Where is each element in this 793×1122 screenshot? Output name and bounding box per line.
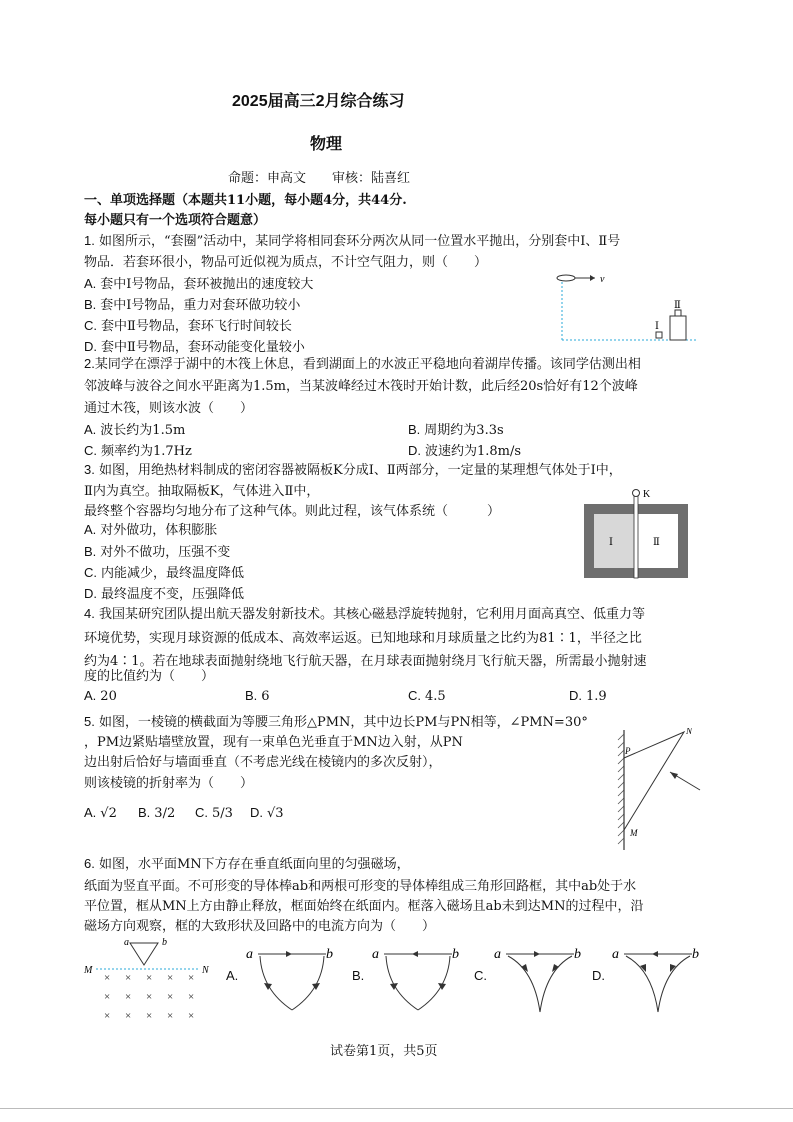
q5-line3: 边出射后恰好与墙面垂直（不考虑光线在棱镜内的多次反射）， <box>84 755 442 770</box>
field-x-icon: × <box>104 1010 111 1022</box>
q6-option-c-label[interactable]: C. <box>474 968 487 983</box>
option-text: 3/2 <box>154 806 176 821</box>
item-one-icon <box>656 332 662 338</box>
exam-title: 2025届高三2月综合练习 <box>232 93 405 110</box>
q3-number: 3. <box>84 462 95 477</box>
q6-line3: 平位置，框从MN上方由静止释放，框面始终在纸面内。框落入磁场且ab未到达MN的过程中，沿 <box>84 899 644 914</box>
q2-option-d[interactable] <box>408 440 521 459</box>
q1-number: 1. <box>84 233 95 248</box>
option-text: √3 <box>267 806 284 821</box>
b-label: b <box>162 937 167 948</box>
q1-option-b[interactable] <box>84 294 300 313</box>
option-text: 4.5 <box>425 689 446 704</box>
option-label: B. <box>84 544 97 559</box>
field-x-icon: × <box>167 991 174 1003</box>
q1-option-c[interactable] <box>84 315 292 334</box>
q4-option-c[interactable] <box>408 688 446 704</box>
option-label: D. <box>250 805 263 820</box>
option-text: 1.9 <box>586 689 607 704</box>
q3-option-c[interactable] <box>84 562 244 581</box>
q6-text-1: 如图，水平面MN下方存在垂直纸面向里的匀强磁场， <box>98 857 410 872</box>
q1-line2: 物品．若套环很小，物品可近似视为质点，不计空气阻力，则（ ） <box>84 255 488 270</box>
q2-option-b[interactable] <box>408 419 504 438</box>
option-text: 套中Ⅰ号物品，重力对套环做功较小 <box>100 298 301 313</box>
option-text: 套中Ⅱ号物品，套环飞行时间较长 <box>101 319 292 334</box>
option-text: 20 <box>100 689 117 704</box>
field-x-icon: × <box>125 972 132 984</box>
option-label: D. <box>84 339 97 354</box>
option-label: B. <box>138 805 151 820</box>
option-text: 内能减少，最终温度降低 <box>101 566 245 581</box>
a-label: a <box>494 947 501 962</box>
b-label: b <box>574 947 581 962</box>
q4-text-1: 我国某研究团队提出航天器发射新技术。其核心磁悬浮旋转抛射，它利用月面高真空、低重力等 <box>98 607 645 622</box>
q6-option-d[interactable] <box>608 940 708 1020</box>
option-label: A. <box>84 522 97 537</box>
q2-option-c[interactable] <box>84 440 192 459</box>
q6-line1 <box>84 853 410 872</box>
option-label: D. <box>84 586 97 601</box>
q4-line4: 度的比值约为（ ） <box>84 669 215 684</box>
q5-line2: ，PM边紧贴墙壁放置，现有一束单色光垂直于MN边入射，从PN <box>84 735 463 750</box>
a-label: a <box>372 947 379 962</box>
option-label: B. <box>408 422 421 437</box>
item-two-label: Ⅱ <box>674 300 681 311</box>
q3-option-d[interactable] <box>84 583 244 602</box>
q5-option-b[interactable] <box>138 805 175 821</box>
q6-figure <box>82 935 218 1030</box>
p-label: P <box>625 746 631 756</box>
q5-option-a[interactable] <box>84 805 117 821</box>
m-label: M <box>84 965 93 976</box>
page-divider <box>0 1108 793 1109</box>
option-text: 周期约为3.3s <box>424 423 504 438</box>
field-x-icon: × <box>188 991 195 1003</box>
field-x-icon: × <box>104 972 111 984</box>
q5-line1 <box>84 711 588 730</box>
ring-icon <box>557 275 575 281</box>
option-text: 波长约为1.5m <box>100 423 186 438</box>
velocity-label: v <box>600 274 605 285</box>
n-label: N <box>202 965 209 976</box>
q6-option-d-label[interactable]: D. <box>592 968 605 983</box>
option-label: A. <box>84 805 97 820</box>
option-text: 频率约为1.7Hz <box>101 444 192 459</box>
a-label: a <box>246 947 253 962</box>
box-icon <box>670 316 686 340</box>
field-x-icon: × <box>125 1010 132 1022</box>
a-label: a <box>612 947 619 962</box>
b-label: b <box>326 947 333 962</box>
k-label: K <box>643 489 651 500</box>
option-label: D. <box>569 688 582 703</box>
q4-option-b[interactable] <box>245 688 270 704</box>
section-note: 每小题只有一个选项符合题意） <box>84 213 267 228</box>
field-x-icon: × <box>146 1010 153 1022</box>
option-text: 套中Ⅱ号物品，套环动能变化量较小 <box>101 340 305 355</box>
option-text: √2 <box>100 806 117 821</box>
q4-line3: 约为4∶1。若在地球表面抛射绕地飞行航天器，在月球表面抛射绕月飞行航天器，所需最小抛射速 <box>84 654 647 669</box>
q3-option-b[interactable] <box>84 541 230 560</box>
option-label: B. <box>245 688 258 703</box>
q6-line2: 纸面为竖直平面。不可形变的导体棒ab和两根可形变的导体棒组成三角形回路框，其中ab处于水 <box>84 879 637 894</box>
field-x-icon: × <box>146 972 153 984</box>
option-text: 对外不做功，压强不变 <box>100 545 231 560</box>
option-label: C. <box>84 443 97 458</box>
q6-option-b-label[interactable]: B. <box>352 968 365 983</box>
q4-line2: 环境优势，实现月球资源的低成本、高效率运返。已知地球和月球质量之比约为81∶1，半径之比 <box>84 631 642 646</box>
partition-k <box>634 496 638 578</box>
field-x-icon: × <box>146 991 153 1003</box>
field-x-icon: × <box>188 972 195 984</box>
page-footer: 试卷第1页，共5页 <box>330 1044 438 1059</box>
q4-option-d[interactable] <box>569 688 607 704</box>
q6-option-c[interactable] <box>490 940 590 1020</box>
option-label: C. <box>84 565 97 580</box>
q6-line4: 磁场方向观察，框的大致形状及回路中的电流方向为（ ） <box>84 919 436 934</box>
q3-line1 <box>84 459 622 478</box>
field-x-icon: × <box>167 1010 174 1022</box>
q5-line4: 则该棱镜的折射率为（ ） <box>84 776 254 791</box>
m-label: M <box>630 828 638 838</box>
q3-figure <box>580 486 692 582</box>
n-label: N <box>686 728 693 736</box>
q5-option-c[interactable] <box>195 805 233 821</box>
option-label: C. <box>84 318 97 333</box>
q2-line1 <box>84 353 641 372</box>
option-label: A. <box>84 276 97 291</box>
q3-line2: Ⅱ内为真空。抽取隔板K，气体进入Ⅱ中， <box>84 484 320 499</box>
q6-option-a[interactable] <box>242 940 342 1020</box>
option-label: D. <box>408 443 421 458</box>
field-x-icon: × <box>167 972 174 984</box>
q3-line3: 最终整个容器均匀地分布了这种气体。则此过程，该气体系统（ ） <box>84 504 501 519</box>
b-label: b <box>692 947 699 962</box>
subject-title: 物理 <box>310 136 343 153</box>
chamber-two-label: Ⅱ <box>653 537 660 548</box>
prism-icon <box>624 732 684 830</box>
q6-option-a-label[interactable]: A. <box>226 968 239 983</box>
option-text: 5/3 <box>212 806 233 821</box>
q3-option-a[interactable] <box>84 519 217 538</box>
option-text: 对外做功，体积膨胀 <box>100 523 218 538</box>
q1-option-a[interactable] <box>84 273 313 292</box>
option-text: 最终温度不变，压强降低 <box>101 587 245 602</box>
q2-line3: 通过木筏，则该水波（ ） <box>84 401 254 416</box>
section-heading: 一、单项选择题（本题共11小题，每小题4分，共44分. <box>84 193 407 208</box>
q1-figure <box>540 268 700 348</box>
q5-figure <box>612 728 724 854</box>
option-label: B. <box>84 297 97 312</box>
option-label: A. <box>84 422 97 437</box>
option-label: A. <box>84 688 97 703</box>
field-x-icon: × <box>125 991 132 1003</box>
q4-line1 <box>84 603 645 622</box>
q2-text-1: 某同学在漂浮于湖中的木筏上休息，看到湖面上的水波正平稳地向着湖岸传播。该同学估测出相 <box>94 357 641 372</box>
q2-number: 2. <box>84 356 95 371</box>
q1-line1 <box>84 230 620 249</box>
chamber-one-label: Ⅰ <box>609 537 613 548</box>
option-text: 6 <box>261 689 270 704</box>
q1-text-1: 如图所示，“套圈”活动中，某同学将相同套环分两次从同一位置水平抛出，分别套中Ⅰ、Ⅱ号 <box>98 234 621 249</box>
q2-option-a[interactable] <box>84 419 185 438</box>
option-text: 波速约为1.8m/s <box>425 444 522 459</box>
item-one-label: Ⅰ <box>655 321 659 332</box>
q6-option-b[interactable] <box>368 940 468 1020</box>
q5-number: 5. <box>84 714 95 729</box>
b-label: b <box>452 947 459 962</box>
q5-text-1: 如图，一棱镜的横截面为等腰三角形△PMN，其中边长PM与PN相等，∠PMN=30° <box>98 715 588 730</box>
option-text: 套中Ⅰ号物品，套环被抛出的速度较大 <box>100 277 314 292</box>
q4-option-a[interactable] <box>84 688 117 704</box>
q2-line2: 邻波峰与波谷之间水平距离为1.5m，当某波峰经过木筏时开始计数，此后经20s恰好有12个波峰 <box>84 379 638 394</box>
field-x-icon: × <box>188 1010 195 1022</box>
q6-number: 6. <box>84 856 95 871</box>
authors: 命题：申高文 审核：陆喜红 <box>228 171 411 186</box>
magnetic-field <box>104 972 194 1022</box>
option-label: C. <box>195 805 208 820</box>
a-label: a <box>124 937 129 948</box>
q3-text-1: 如图，用绝热材料制成的密闭容器被隔板K分成Ⅰ、Ⅱ两部分，一定量的某理想气体处于Ⅰ中， <box>98 463 622 478</box>
q4-number: 4. <box>84 606 95 621</box>
field-x-icon: × <box>104 991 111 1003</box>
triangle-frame-icon <box>130 943 158 965</box>
option-label: C. <box>408 688 421 703</box>
q5-option-d[interactable] <box>250 805 284 821</box>
